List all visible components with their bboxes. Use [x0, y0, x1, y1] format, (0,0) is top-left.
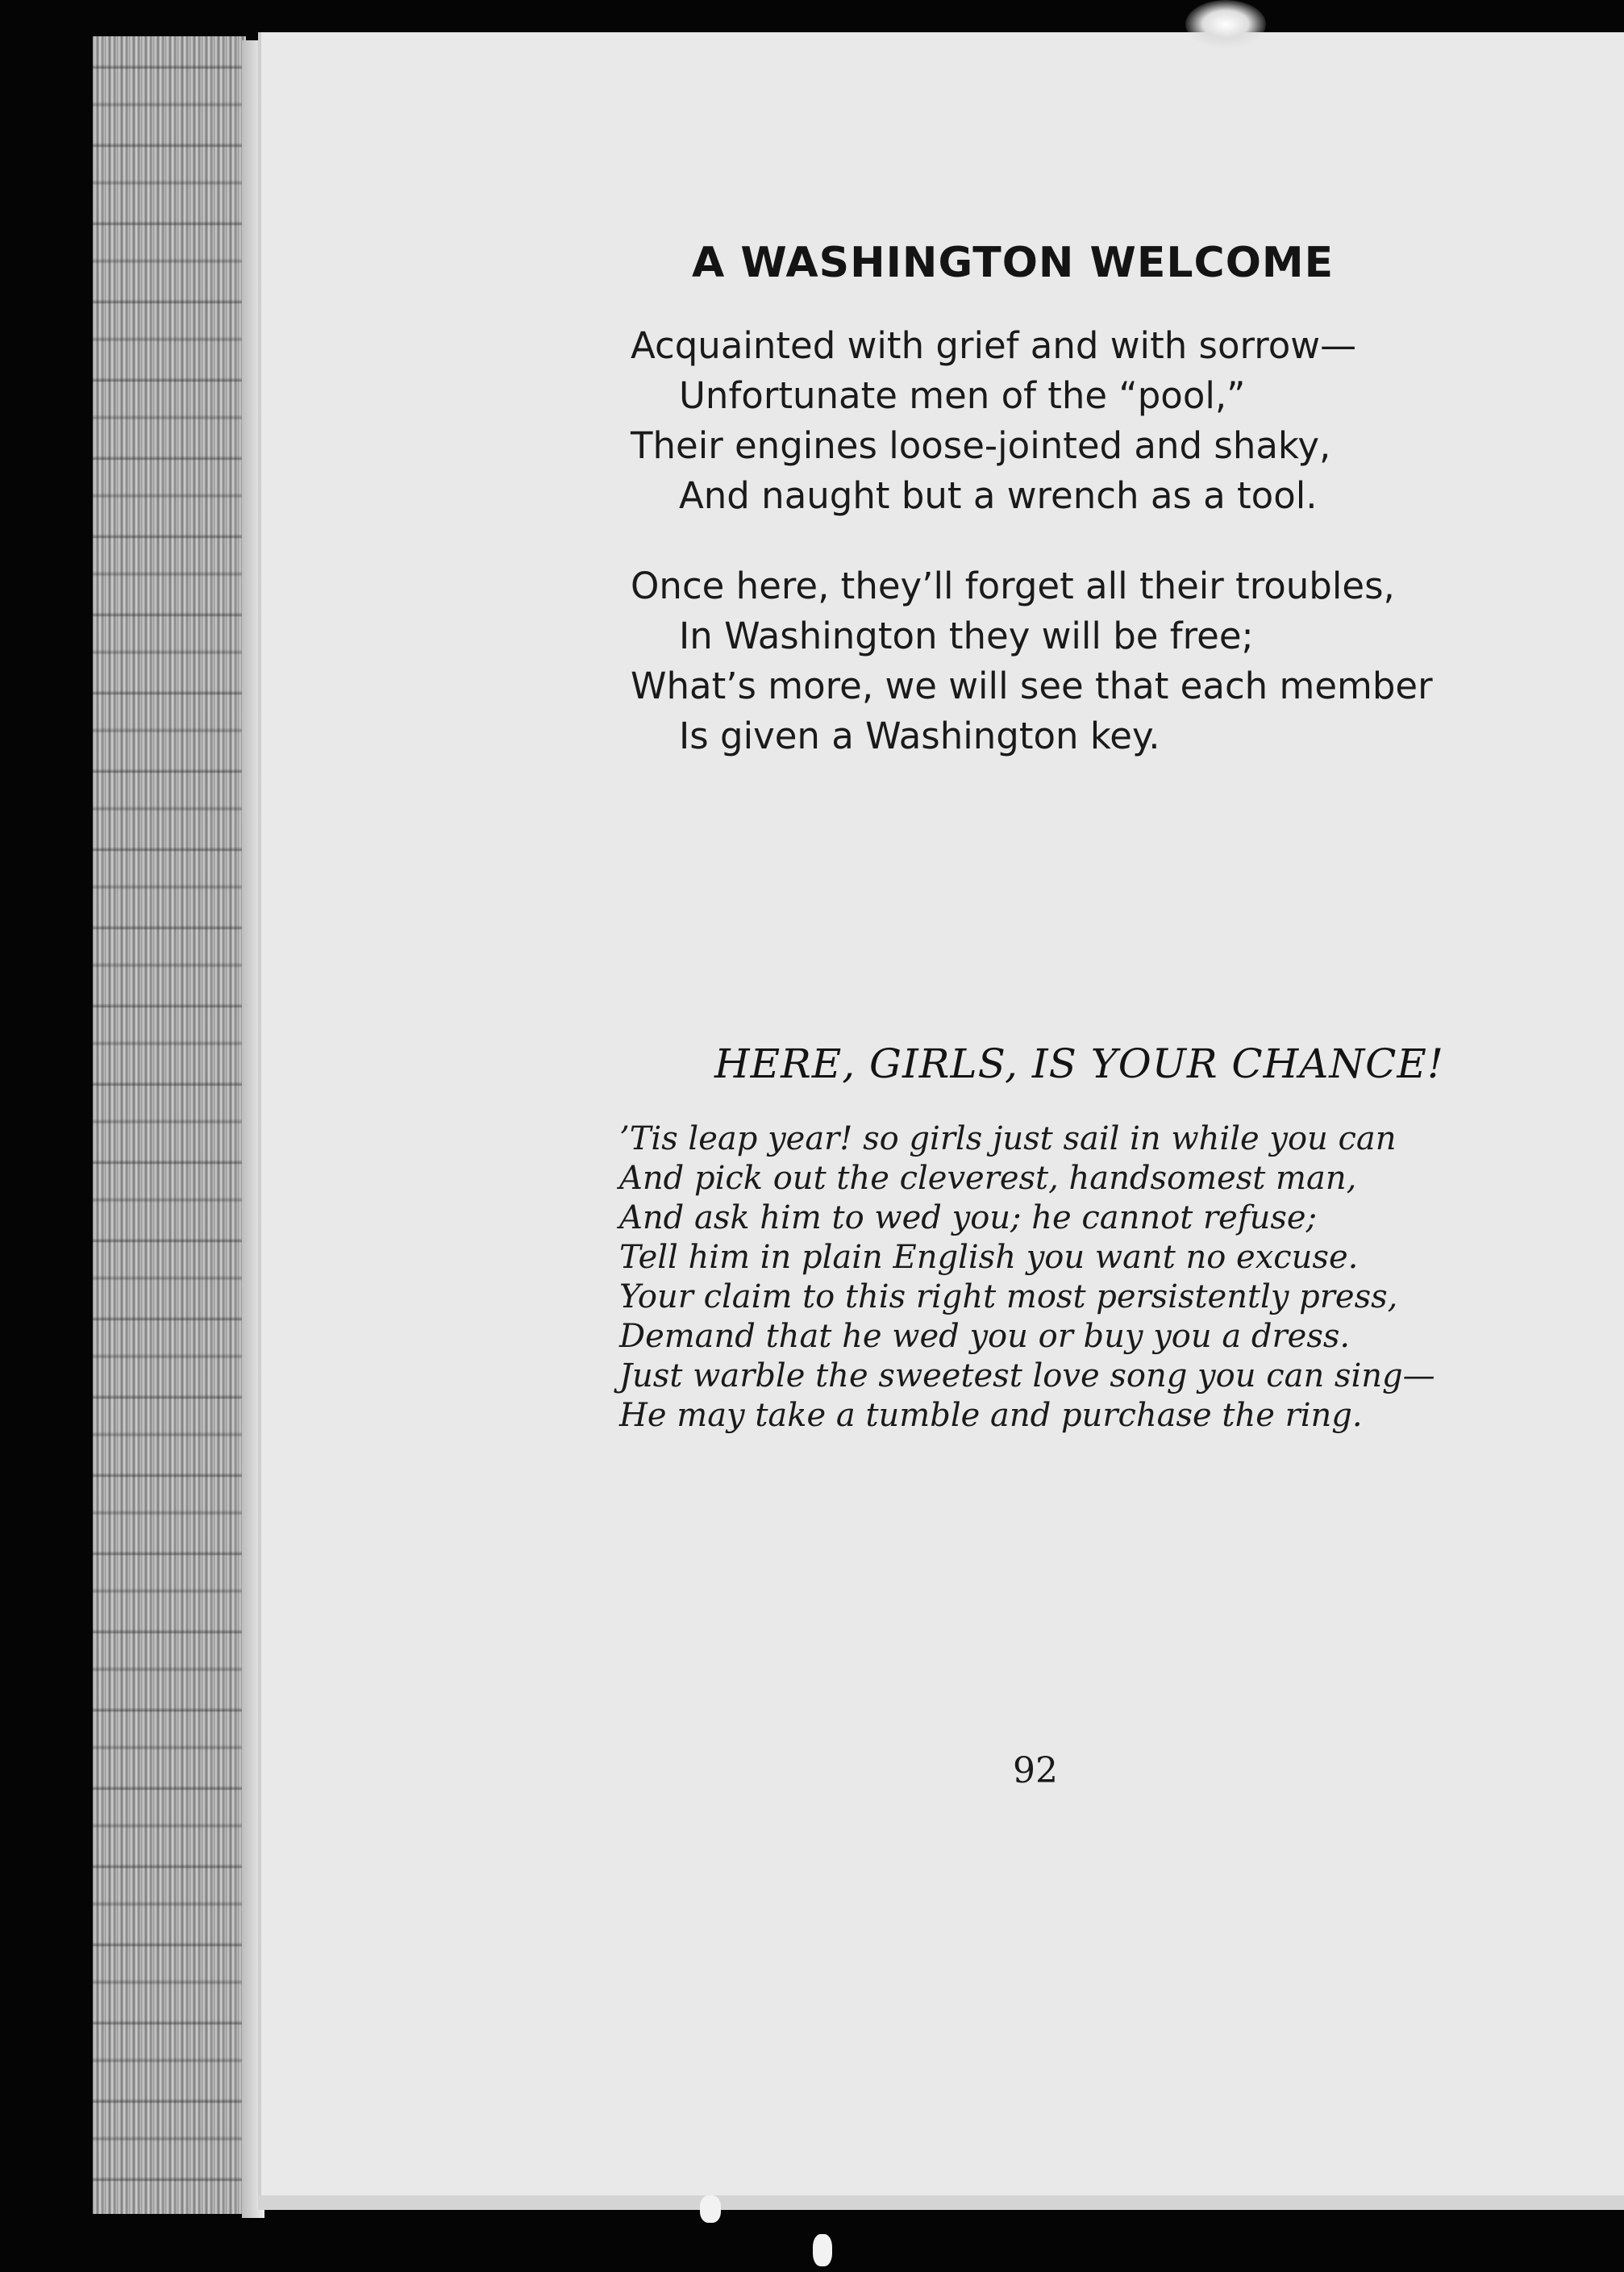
dust-speck	[813, 2234, 832, 2266]
poem-line: Demand that he wed you or buy you a dress.	[619, 1318, 1351, 1355]
poem-stanza	[631, 561, 1485, 761]
poem-line: And pick out the cleverest, handsomest man,	[619, 1160, 1357, 1197]
poem-line: He may take a tumble and purchase the ring.	[619, 1397, 1363, 1434]
poem-line: Your claim to this right most persistently press,	[619, 1278, 1398, 1315]
page-bottom-edge	[258, 2195, 1624, 2210]
poem-title: HERE, GIRLS, IS YOUR CHANCE!	[714, 1040, 1444, 1087]
page-number: 92	[1013, 1750, 1058, 1791]
poem-line: ’Tis leap year! so girls just sail in while you can	[619, 1120, 1397, 1157]
poem-line: And ask him to wed you; he cannot refuse;	[619, 1199, 1318, 1236]
poem-line: In Washington they will be free;	[679, 615, 1254, 657]
poem-line: Is given a Washington key.	[679, 715, 1160, 757]
poem-line: Their engines loose-jointed and shaky,	[631, 424, 1331, 467]
scanner-glare	[1185, 0, 1266, 48]
dust-speck	[700, 2195, 721, 2223]
book-fore-edge	[93, 36, 246, 2214]
poem-line: Just warble the sweetest love song you can sing—	[619, 1357, 1435, 1394]
poem-stanza	[631, 321, 1485, 521]
poem-line: What’s more, we will see that each member	[631, 665, 1433, 707]
poem-line: Tell him in plain English you want no excuse.	[619, 1239, 1359, 1276]
poem-line: Unfortunate men of the “pool,”	[679, 374, 1246, 417]
poem-stanza	[619, 1119, 1490, 1436]
poem-line: Once here, they’ll forget all their troubles,	[631, 565, 1395, 607]
poem-title: A WASHINGTON WELCOME	[692, 239, 1335, 287]
poem-line: Acquainted with grief and with sorrow—	[631, 324, 1357, 367]
poem-line: And naught but a wrench as a tool.	[679, 474, 1318, 517]
